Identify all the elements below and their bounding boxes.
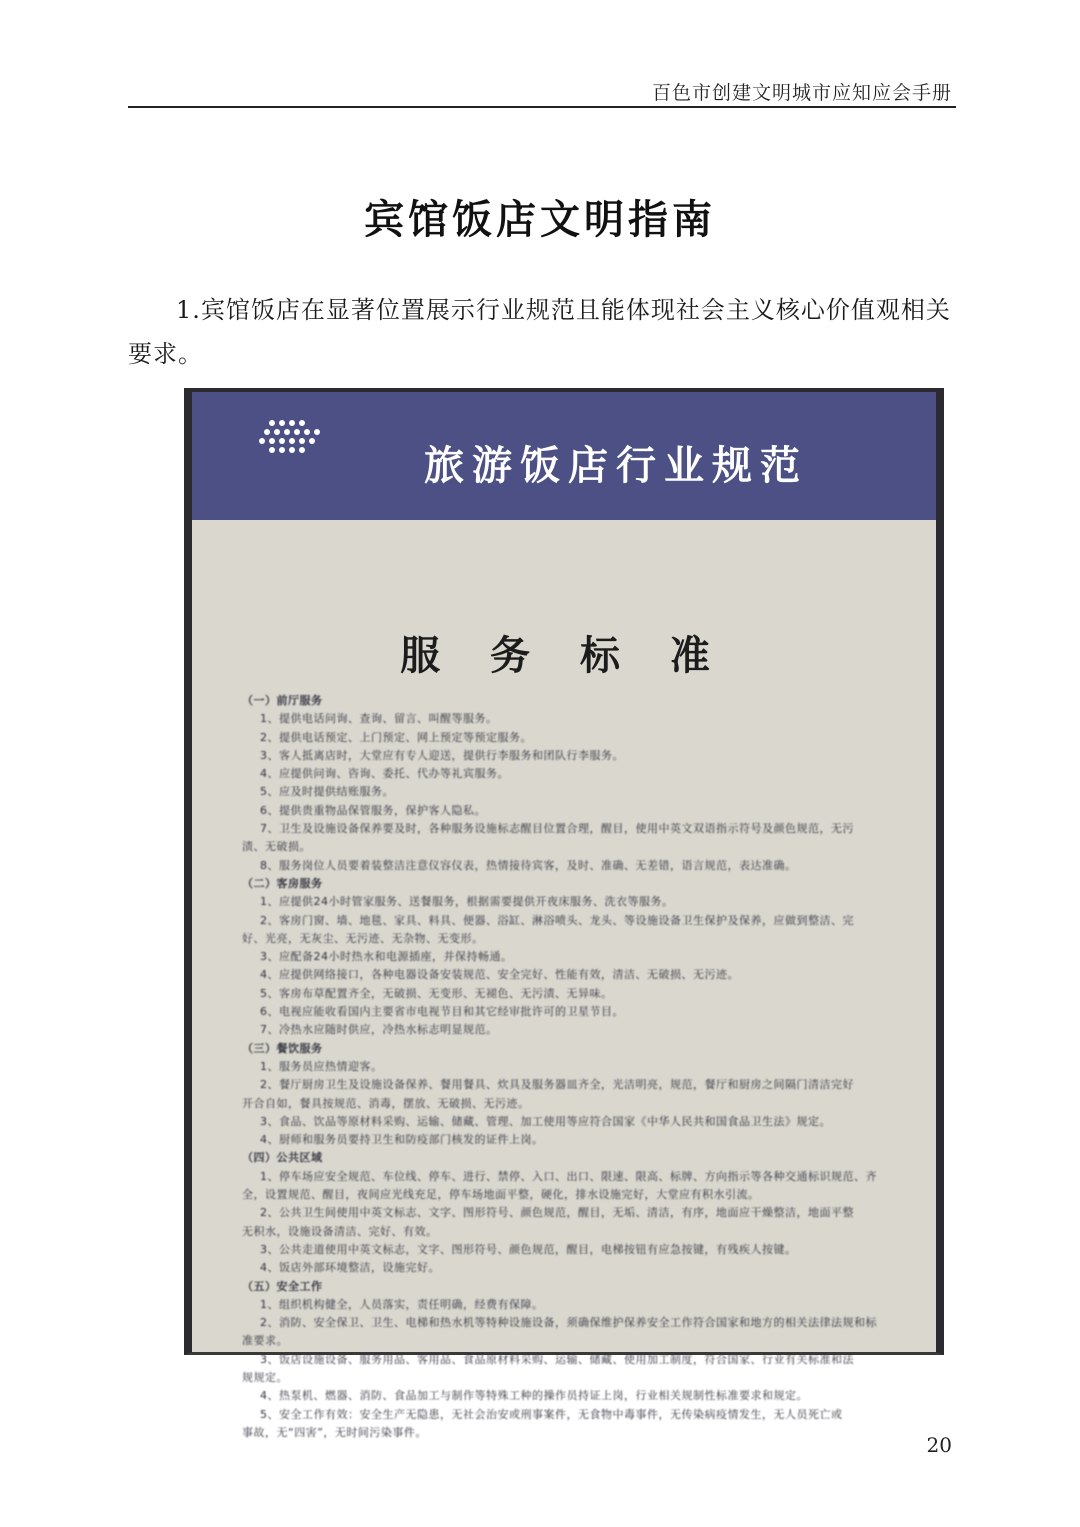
sign-text-line: 2、提供电话预定、上门预定、网上预定等预定服务。 xyxy=(260,730,532,744)
sign-text-block xyxy=(242,692,922,1442)
sign-text-line: 5、安全工作有效：安全生产无隐患，无社会治安或刑事案件，无食物中毒事件，无传染病疫情发生，无人员死亡或 xyxy=(260,1407,843,1421)
page-title: 宾馆饭店文明指南 xyxy=(364,196,716,243)
sign-text-line: 2、公共卫生间使用中英文标志、文字、图形符号、颜色规范，醒目，无垢、清洁，有序，地面应干燥整洁，地面平整 xyxy=(260,1206,854,1220)
sign-text-line: 1、提供电话问询、查询、留言、叫醒等服务。 xyxy=(260,712,498,726)
sign-text-line: 4、应提供问询、咨询、委托、代办等礼宾服务。 xyxy=(260,767,509,781)
sign-text-line: 4、热泵机、燃器、消防、食品加工与制作等特殊工种的操作员持证上岗，行业相关规制性标准要求和规定。 xyxy=(260,1389,808,1403)
sign-text-line: 规规定。 xyxy=(242,1370,288,1384)
sign-text-line: （二）客房服务 xyxy=(242,876,323,890)
sign-text-line: （一）前厅服务 xyxy=(242,694,323,707)
sign-text-line: 5、客房布草配置齐全，无破损、无变形、无褪色、无污渍、无异味。 xyxy=(260,986,613,1000)
sign-text-line: 7、冷热水应随时供应，冷热水标志明显规范。 xyxy=(260,1023,498,1037)
sign-text-line: 4、饭店外部环境整洁，设施完好。 xyxy=(260,1261,440,1275)
body-paragraph: 1.宾馆饭店在显著位置展示行业规范且能体现社会主义核心价值观相关要求。 xyxy=(128,296,951,368)
sign-banner-title: 旅游饭店行业规范 xyxy=(424,443,808,489)
sign-text-line: 4、厨师和服务员要持卫生和防疫部门核发的证件上岗。 xyxy=(260,1133,544,1147)
sign-text-line: 3、食品、饮品等原材料采购、运输、储藏、管理、加工使用等应符合国家《中华人民共和国食品卫生法》规定。 xyxy=(260,1114,831,1128)
sign-text-line: 1、停车场应安全规范、车位线、停车、进行、禁停、入口、出口、限速、限高、标牌、方向指示等各种交通标识规范、齐 xyxy=(260,1169,877,1183)
photo-of-sign xyxy=(184,388,944,1439)
sign-heading: 服 务 标 准 xyxy=(400,633,728,679)
sign-text-line: 3、客人抵离店时，大堂应有专人迎送，提供行李服务和团队行李服务。 xyxy=(260,748,624,762)
sign-text-line: 渍、无破损。 xyxy=(242,840,311,854)
sign-text-line: 3、饭店设施设备、服务用品、客用品、食品原材料采购、运输、储藏、使用加工制度，符合国家、行业有关标准和法 xyxy=(260,1352,854,1366)
sign-text-line: 8、服务岗位人员要着装整洁注意仪容仪表，热情接待宾客，及时、准确、无差错，语言规范，表达准确。 xyxy=(260,858,797,872)
sign-text-line: 6、提供贵重物品保管服务，保护客人隐私。 xyxy=(260,803,486,817)
sign-text-line: 4、应提供网络接口，各种电器设备安装规范、安全完好、性能有效，清洁、无破损、无污迹。 xyxy=(260,968,739,982)
sign-text-line: 3、公共走道使用中英文标志，文字、图形符号、颜色规范，醒目，电梯按钮有应急按键，有残疾人按键。 xyxy=(260,1242,797,1256)
sign-text-line: 全，设置规范、醒目，夜间应光线充足，停车场地面平整，硬化，排水设施完好，大堂应有积水引流。 xyxy=(242,1188,760,1202)
running-header xyxy=(128,78,956,108)
sign-text-line: 无积水，设施设备清洁、完好、有效。 xyxy=(242,1224,438,1238)
running-header-title: 百色市创建文明城市应知应会手册 xyxy=(651,82,952,104)
sign-text-line: 1、服务员应热情迎客。 xyxy=(260,1059,383,1073)
sign-text-line: 1、应提供24小时管家服务、送餐服务，根据需要提供开夜床服务、洗衣等服务。 xyxy=(260,895,674,909)
sign-text-line: 5、应及时提供结账服务。 xyxy=(260,785,394,799)
sign-text-line: 2、餐厅厨房卫生及设施设备保养、餐用餐具、炊具及服务器皿齐全，光洁明亮，规范，餐厅和厨房之间隔门清洁完好 xyxy=(260,1078,854,1092)
dot-logo-icon xyxy=(258,418,324,458)
sign-text-line: 好、光亮，无灰尘、无污迹、无杂物、无变形。 xyxy=(242,931,484,945)
sign-text-line: 6、电视应能收看国内主要省市电视节目和其它经审批许可的卫星节目。 xyxy=(260,1005,624,1019)
sign-text-line: 2、客房门窗、墙、地毯、家具、料具、便器、浴缸、淋浴喷头、龙头、等设施设备卫生保护及保养，应做到整洁、完 xyxy=(260,913,854,927)
sign-text-line: 开合自如，餐具按规范、消毒，摆放、无破损、无污迹。 xyxy=(242,1096,530,1110)
sign-text-line: 1、组织机构健全，人员落实，责任明确，经费有保障。 xyxy=(260,1297,544,1311)
sign-text-line: （四）公共区域 xyxy=(242,1151,323,1165)
page-number: 20 xyxy=(926,1433,952,1457)
sign-text-line: 2、消防、安全保卫、卫生、电梯和热水机等特种设施设备，须确保维护保养安全工作符合国家和地方的相关法律法规和标 xyxy=(260,1316,877,1330)
sign-text-line: 准要求。 xyxy=(242,1334,288,1348)
sign-banner xyxy=(192,392,936,520)
sign-text-line: （五）安全工作 xyxy=(242,1279,323,1293)
sign-text-line: （三）餐饮服务 xyxy=(242,1041,323,1055)
sign-text-line: 3、应配备24小时热水和电源插座，并保持畅通。 xyxy=(260,950,513,964)
sign-text-line: 事故，无“四害”，无时间污染事件。 xyxy=(242,1425,427,1439)
sign-text-line: 7、卫生及设施设备保养要及时，各种服务设施标志醒目位置合理，醒目，使用中英文双语指示符号及颜色规范，无污 xyxy=(260,822,854,836)
